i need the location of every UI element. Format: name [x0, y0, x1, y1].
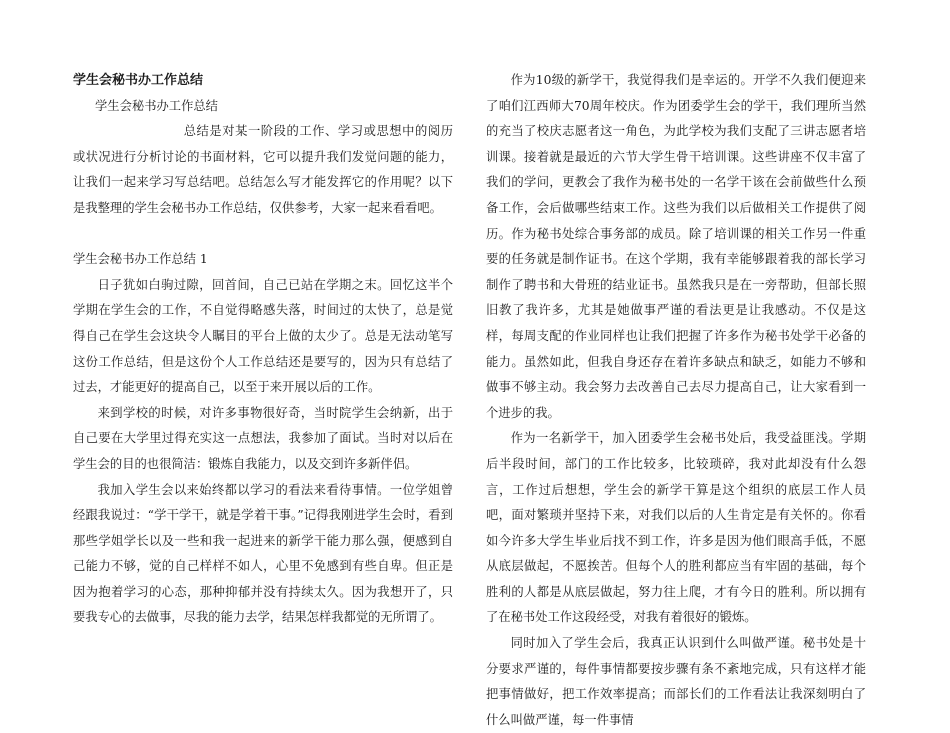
left-column: [73, 68, 453, 631]
right-column: [486, 68, 866, 733]
body-paragraph: 同时加入了学生会后，我真正认识到什么叫做严谨。秘书处是十分要求严谨的，每件事情都要按步骤有条不紊地完成，只有这样才能把事情做好，把工作效率提高；而部长们的工作看法让我深刻明白了什么叫做严谨，每一件事情: [486, 636, 866, 727]
intro-paragraph: 总结是对某一阶段的工作、学习或思想中的阅历或状况进行分析讨论的书面材料，它可以提升我们发觉问题的能力，让我们一起来学习写总结吧。总结怎么写才能发挥它的作用呢？以下是我整理的学生会秘书办工作总结，仅供参考，大家一起来看看吧。: [73, 124, 453, 215]
section-heading: 学生会秘书办工作总结 1: [73, 252, 208, 267]
section-gap: [73, 222, 453, 248]
body-paragraph: 来到学校的时候，对许多事物很好奇，当时院学生会纳新，出于自己要在大学里过得充实这一点想法，我参加了面试。当时对以后在学生会的目的也很简洁：锻炼自我能力，以及交到许多新伴侣。: [73, 405, 453, 471]
body-paragraph: 日子犹如白驹过隙，回首间，自己已站在学期之末。回忆这半个学期在学生会的工作，不自觉得略感失落，时间过的太快了，总是觉得自己在学生会这块令人瞩目的平台上做的太少了。总是无法动笔写这份工作总结，但是这份个人工作总结还是要写的，因为只有总结了过去，才能更好的提高自己，以至于来开展以后的工作。: [73, 277, 453, 395]
document-title: 学生会秘书办工作总结: [73, 73, 204, 88]
document-subtitle: 学生会秘书办工作总结: [95, 98, 218, 113]
body-paragraph: 我加入学生会以来始终都以学习的看法来看待事情。一位学姐曾经跟我说过：“学干学干，就是学着干事。”记得我刚进学生会时，看到那些学姐学长以及一些和我一起进来的新学干能力那么强，便感到自己能力不够，觉的自己样样不如人，心里不免感到有些自卑。但正是因为抱着学习的心态，那种抑郁并没有持续太久。因为我想开了，只要我专心的去做事，尽我的能力去学，结果怎样我都觉的无所谓了。: [73, 482, 453, 625]
body-paragraph: 作为10级的新学干，我觉得我们是幸运的。开学不久我们便迎来了咱们江西师大70周年校庆。作为团委学生会的学干，我们理所当然的充当了校庆志愿者这一角色，为此学校为我们支配了三讲志愿者培训课。接着就是最近的六节大学生骨干培训课。这些讲座不仅丰富了我们的学问，更教会了我作为秘书处的一名学干该在会前做些什么预备工作，会后做哪些结束工作。这些为我们以后做相关工作提供了阅历。作为秘书处综合事务部的成员。除了培训课的相关工作另一件重要的任务就是制作证书。在这个学期，我有幸能够跟着我的部长学习制作了聘书和大骨班的结业证书。虽然我只是在一旁帮助，但部长照旧教了我许多，尤其是她做事严谨的看法更是让我感动。不仅是这样，每周支配的作业同样也让我们把握了许多作为秘书处学干必备的能力。虽然如此，但我自身还存在着许多缺点和缺乏，如能力不够和做事不够主动。我会努力去改善自己去尽力提高自己，让大家看到一个进步的我。: [486, 73, 866, 420]
body-paragraph: 作为一名新学干，加入团委学生会秘书处后，我受益匪浅。学期后半段时间，部门的工作比较多，比较琐碎，我对此却没有什么怨言，工作过后想想，学生会的新学干算是这个组织的底层工作人员吧，面对繁琐并坚持下来，对我们以后的人生肯定是有关怀的。你看如今许多大学生毕业后找不到工作，许多是因为他们眼高手低，不愿从底层做起，不愿挨苦。但每个人的胜利都应当有牢固的基础，每个胜利的人都是从底层做起，努力往上爬，才有今日的胜利。所以拥有了在秘书处工作这段经受，对我有着很好的锻炼。: [486, 431, 866, 625]
